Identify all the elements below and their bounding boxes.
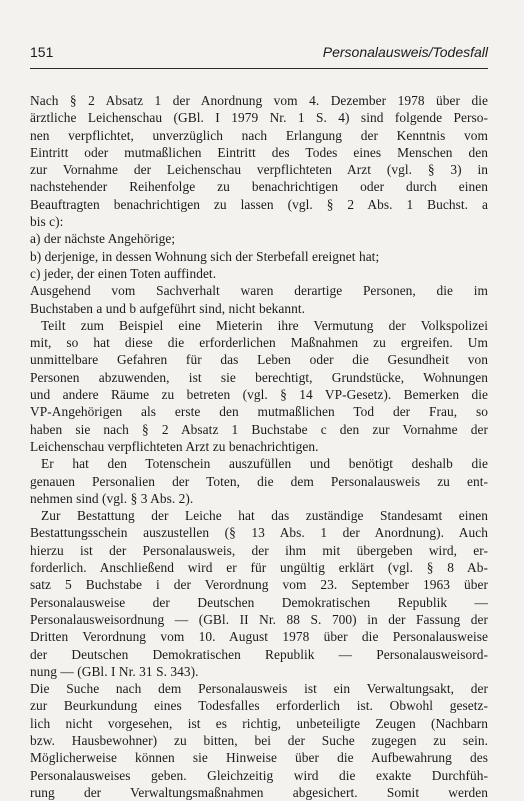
text-line: Möglicherweise können sie Hinweise über die Aufbewahrung des <box>30 750 488 766</box>
text-line: Eintritt oder mutmaßlichen Eintritt des Todes eines Menschen den <box>30 144 488 160</box>
text-line: nachstehender Reihenfolge zu benachrichtigen oder durch einen <box>30 179 488 195</box>
page-number: 151 <box>30 44 54 60</box>
text-line: bzw. Hausbewohner) zu bitten, bei der Suche zugegen zu sein. <box>30 732 488 748</box>
text-line: mit, so hat diese die erforderlichen Maßnahmen zu ergreifen. Um <box>30 335 488 351</box>
text-line: und andere Räume zu betreten (vgl. § 14 VP-Gesetz). Bemerken die <box>30 387 488 403</box>
text-line: Dritten Verordnung vom 10. August 1978 über die Personalausweise <box>30 629 488 645</box>
text-line: satz 5 Buchstabe i der Verordnung vom 23. September 1963 über <box>30 577 488 593</box>
text-line: c) jeder, der einen Toten auffindet. <box>30 265 217 281</box>
text-line: zur Beurkundung eines Todesfalles erforderlich ist. Obwohl gesetz- <box>30 698 488 714</box>
text-line: Personalausweises geben. Gleichzeitig wird die exakte Durchfüh- <box>30 767 488 783</box>
text-line: Er hat den Totenschein auszufüllen und benötigt deshalb die <box>41 456 488 472</box>
text-line: forderlich. Anschließend wird er für ungültig erklärt (vgl. § 8 Ab- <box>30 560 488 576</box>
text-line: Ausgehend vom Sachverhalt waren derartige Personen, die im <box>30 283 488 299</box>
text-line: Personalausweisordnung — (GBl. II Nr. 88 S. 700) in der Fassung der <box>30 611 488 627</box>
text-line: ärztliche Leichenschau (GBl. I 1979 Nr. 1 S. 4) sind folgende Perso- <box>30 110 488 126</box>
text-line: Personalausweise der Deutschen Demokratischen Republik — <box>30 594 488 610</box>
text-line: Leichenschau verpflichteten Arzt zu benachrichtigen. <box>30 438 319 454</box>
text-line: der Deutschen Demokratischen Republik — Personalausweisord- <box>30 646 488 662</box>
running-title: Personalausweis/Todesfall <box>322 44 488 60</box>
text-line: b) derjenige, in dessen Wohnung sich der Sterbefall ereignet hat; <box>30 248 380 264</box>
text-line: Nach § 2 Absatz 1 der Anordnung vom 4. Dezember 1978 über die <box>30 93 488 108</box>
text-line: nung — (GBl. I Nr. 31 S. 343). <box>30 663 199 679</box>
text-line: zur Vornahme der Leichenschau verpflichteten Arzt (vgl. § 3) in <box>30 162 488 178</box>
text-line: nen verpflichtet, unverzüglich nach Erlangung der Kenntnis vom <box>30 127 488 143</box>
header-rule <box>30 68 488 69</box>
text-line: Beauftragten benachrichtigen zu lassen (vgl. § 2 Abs. 1 Buchst. a <box>30 196 488 212</box>
text-line: haben sie nach § 2 Absatz 1 Buchstabe c den zur Vornahme der <box>30 421 488 437</box>
text-line: Bestattungsschein auszustellen (§ 13 Abs. 1 der Anordnung). Auch <box>30 525 488 541</box>
text-line: genauen Personalien der Toten, die dem Personalausweis zu ent- <box>30 473 488 489</box>
text-line: VP-Angehörigen als erste den mutmaßlichen Tod der Frau, so <box>30 404 488 420</box>
text-line: unmittelbare Gefahren für das Leben oder die Gesundheit von <box>30 352 488 368</box>
text-line: hierzu ist der Personalausweis, der ihm mit übergeben wird, er- <box>30 542 488 558</box>
text-line: Die Suche nach dem Personalausweis ist ein Verwaltungsakt, der <box>30 681 488 697</box>
text-line: a) der nächste Angehörige; <box>30 231 176 247</box>
page-header <box>30 44 488 64</box>
text-line: Zur Bestattung der Leiche hat das zuständige Standesamt einen <box>41 508 488 524</box>
text-line: Buchstaben a und b aufgeführt sind, nicht bekannt. <box>30 300 306 316</box>
body-text <box>30 92 488 801</box>
text-line: bis c): <box>30 214 64 230</box>
text-line: Teilt zum Beispiel eine Mieterin ihre Vermutung der Volkspolizei <box>41 317 488 333</box>
text-line: nehmen sind (vgl. § 3 Abs. 2). <box>30 490 194 506</box>
text-line: rung der Verwaltungsmaßnahmen abgesichert. Somit werden <box>30 784 488 800</box>
text-line: Personen abzuwenden, ist sie berechtigt, Grundstücke, Wohnungen <box>30 369 488 385</box>
text-line: lich nicht vorgesehen, ist es richtig, unbeteiligte Zeugen (Nachbarn <box>30 715 488 731</box>
